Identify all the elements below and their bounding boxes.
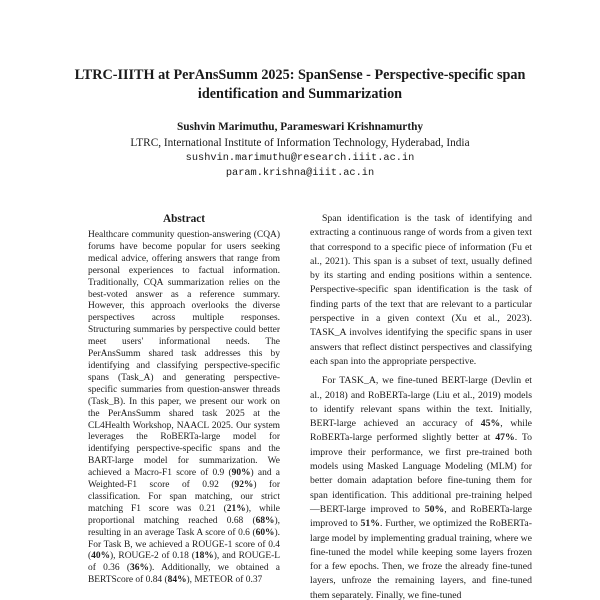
- abstract-text: Healthcare community question-answering (CQA) forums have become popular for users seeking medical advice, offering answers that range from personal experiences to factual information. Traditionally, CQA summarization relies on the best-voted answer as a reference summary. However, this approach overlooks the diverse perspectives across multiple responses. Structuring summaries by perspective could better meet users' informational needs. The PerAnsSumm shared task addresses this by identifying and classifying perspective-specific spans (Task_A) and generating perspective-specific summaries from question-answer threads (Task_B). In this paper, we present our work on the PerAnsSumm shared task 2025 at the CL4Health Workshop, NAACL 2025. Our system leverages the RoBERTa-large model for identifying perspective-specific spans and the BART-large model for summarization. We achieved a Macro-F1 score of 0.9 (90%) and a Weighted-F1 score of 0.92 (92%) for classification. For span matching, our strict matching F1 score was 0.21 (21%), while proportional matching reached 0.68 (68%), resulting in an average Task A score of 0.6 (60%). For Task B, we achieved a ROUGE-1 score of 0.4 (40%), ROUGE-2 of 0.18 (18%), and ROUGE-L of 0.36 (36%). Additionally, we obtained a BERTScore of 0.84 (84%), METEOR of 0.37: [88, 230, 280, 586]
- abstract-heading: Abstract: [162, 213, 206, 225]
- title-line-2: identification and Summarization: [197, 86, 403, 102]
- affiliation: LTRC, International Institute of Information Technology, Hyderabad, India: [130, 137, 470, 149]
- paper-title: [40, 66, 560, 104]
- body-paragraph-1: Span identification is the task of identifying and extracting a continuous range of words from a given text that correspond to a specific piece of information (Fu et al., 2021). This span is a subset of text, usually defined by its starting and ending positions within a sentence. Perspective-specific span identification is the task of finding parts of the text that are relevant to a particular perspective in a given context (Xu et al., 2023). TASK_A involves identifying the specific spans in user answers that reflect distinct perspectives and classifying each span into the appropriate perspective.: [310, 213, 532, 367]
- author-list: Sushvin Marimuthu, Parameswari Krishnamurthy: [176, 121, 424, 133]
- email-1: sushvin.marimuthu@research.iiit.ac.in: [185, 152, 415, 164]
- email-2: param.krishna@iiit.ac.in: [225, 167, 375, 179]
- body-column-right: [310, 212, 532, 600]
- body-paragraph-2: For TASK_A, we fine-tuned BERT-large (Devlin et al., 2018) and RoBERTa-large (Liu et al., 2019) models to identify relevant spans within the text. Initially, BERT-large achieved an accuracy of 45%, while RoBERTa-large performed slightly better at 47%. To improve their performance, we first pre-trained both models using Masked Language Modeling (MLM) for better domain adaptation before fine-tuning them for span identification. This additional pre-training helped—BERT-large improved to 50%, and RoBERTa-large improved to 51%. Further, we optimized the RoBERTa-large model by implementing gradual training, where we fine-tuned the model while keeping some layers frozen for a few epochs. Then, we froze the already fine-tuned layers, unfroze the remaining layers, and fine-tuned them separately. Finally, we fine-tuned: [310, 375, 533, 600]
- title-line-1: LTRC-IIITH at PerAnsSumm 2025: SpanSense - Perspective-specific span: [74, 67, 526, 83]
